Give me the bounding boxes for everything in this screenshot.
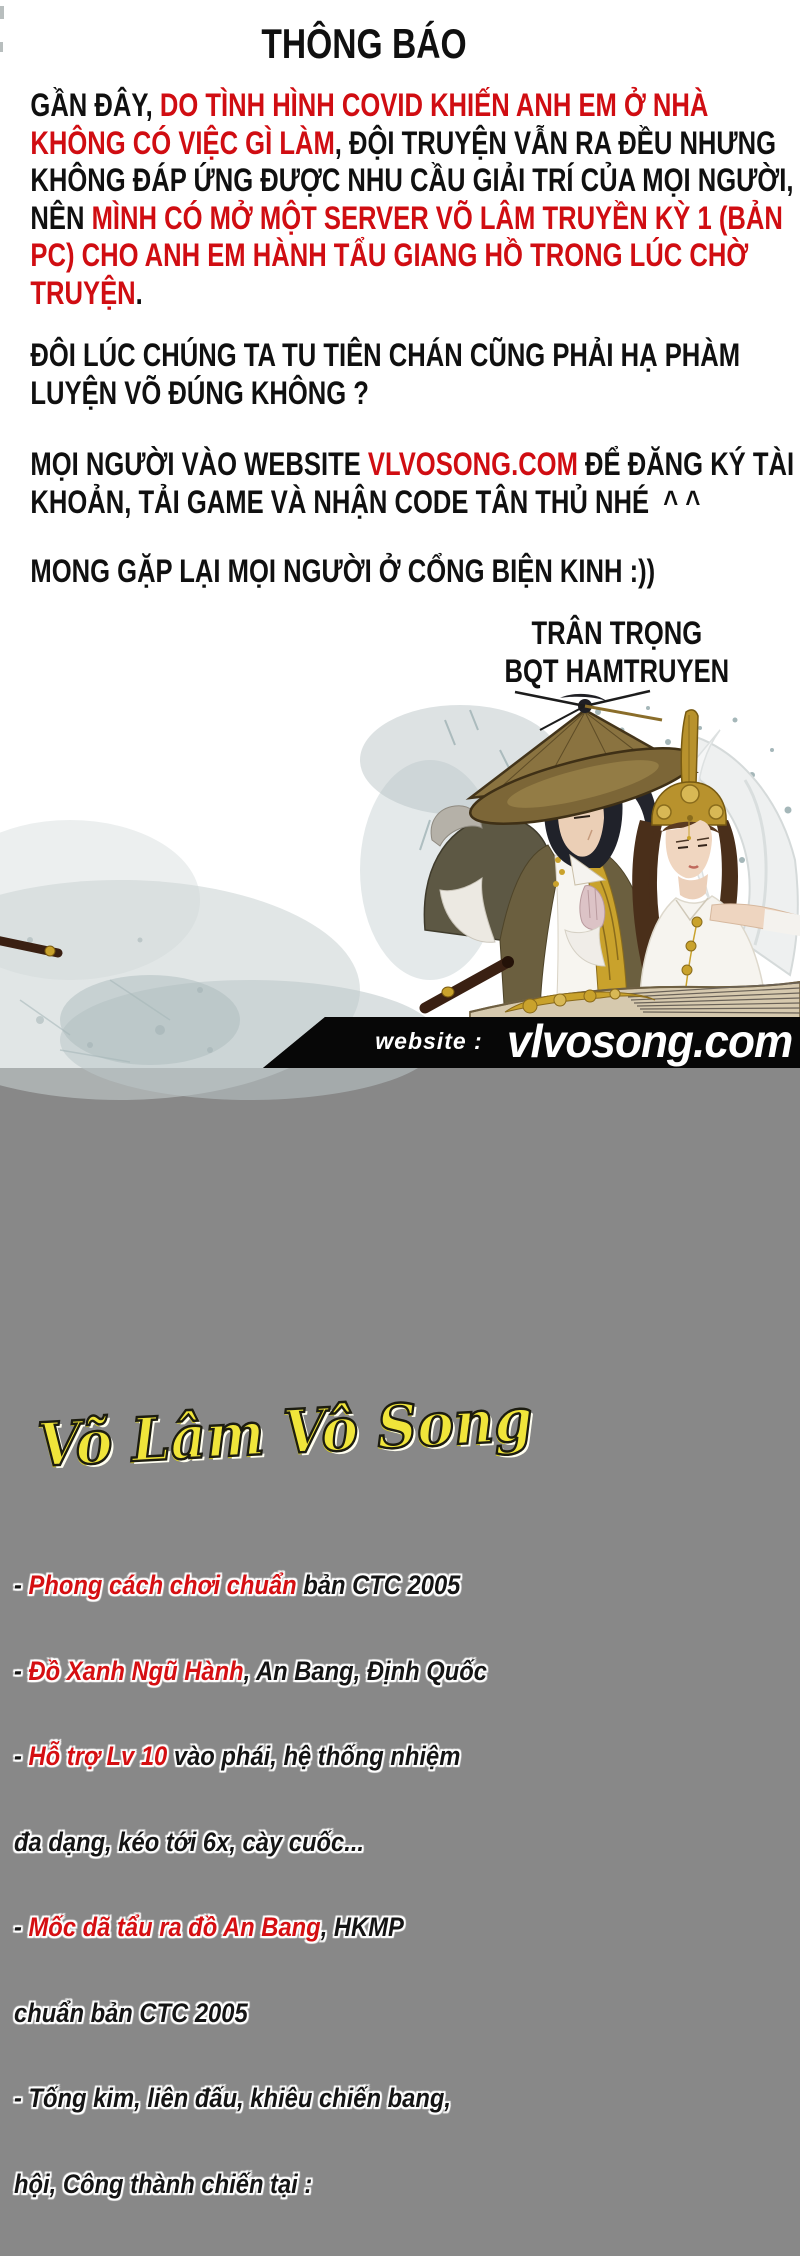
- text-segment: , ĐỘI TRUYỆN VẪN RA ĐỀU NHƯNG: [334, 124, 777, 161]
- artwork-illustration: [0, 690, 800, 1068]
- feature-line: [14, 1571, 507, 1600]
- text-segment: -: [14, 1741, 29, 1771]
- game-artwork: [0, 690, 800, 2199]
- text-segment: đa dạng, kéo tới 6x, cày cuốc...: [14, 1826, 365, 1857]
- text-segment: - Tống kim, liên đấu, khiêu chiến bang,: [14, 2083, 451, 2113]
- notice-line: [30, 87, 784, 125]
- notice-line: [30, 125, 784, 163]
- text-segment: , An Bang, Định Quốc: [243, 1655, 487, 1686]
- website-banner[interactable]: [370, 1016, 796, 1066]
- feature-line: [14, 1913, 507, 1942]
- text-segment: PC) CHO ANH EM HÀNH TẨU GIANG HỒ TRONG LÚC CHỜ: [30, 237, 749, 273]
- notice-text-block: [0, 0, 800, 700]
- game-logo: Võ Lâm Vô Song: [35, 1385, 535, 1481]
- notice-line: [30, 162, 794, 200]
- paragraph-farewell: [30, 553, 784, 591]
- text-segment: Hỗ trợ Lv 10: [28, 1741, 168, 1771]
- feature-line: [14, 1742, 507, 1771]
- text-segment: DO TÌNH HÌNH COVID KHIẾN ANH EM Ở NHÀ: [159, 87, 709, 123]
- text-segment: hội, Công thành chiến tại :: [14, 2168, 313, 2199]
- feature-line: [14, 1657, 507, 1686]
- paragraph-covid-intro: [30, 87, 794, 312]
- text-segment: , HKMP: [320, 1912, 404, 1942]
- text-segment: NÊN: [30, 199, 92, 236]
- text-segment: vào phái, hệ thống nhiệm: [167, 1741, 461, 1771]
- text-segment: KHÔNG CÓ VIỆC GÌ LÀM: [30, 124, 335, 161]
- text-segment: -: [14, 1570, 29, 1600]
- notice-line: [30, 275, 784, 313]
- feature-line: [14, 2084, 507, 2113]
- text-segment: TRUYỆN: [30, 274, 136, 311]
- feature-line: [14, 1999, 507, 2028]
- text-segment: bản CTC 2005: [296, 1570, 461, 1600]
- text-segment: KHÔNG ĐÁP ỨNG ĐƯỢC NHU CẦU GIẢI TRÍ CỦA MỌI NGƯỜI,: [30, 162, 794, 198]
- text-segment: Mốc dã tẩu ra đồ An Bang: [28, 1912, 321, 1942]
- signoff-team: BQT HAMTRUYEN: [504, 653, 730, 689]
- notice-line: [30, 200, 784, 238]
- notice-line: LUYỆN VÕ ĐÚNG KHÔNG ?: [30, 374, 369, 411]
- text-segment: chuẩn bản CTC 2005: [14, 1997, 248, 2028]
- notice-line: ĐÔI LÚC CHÚNG TA TU TIÊN CHÁN CŨNG PHẢI HẠ PHÀM: [30, 337, 741, 373]
- signoff: [457, 614, 777, 690]
- notice-line: [30, 237, 784, 275]
- text-segment: -: [14, 1655, 29, 1686]
- feature-list: [14, 1514, 507, 2255]
- website-label: website :: [375, 1027, 483, 1054]
- notice-line: MONG GẶP LẠI MỌI NGƯỜI Ở CỔNG BIỆN KINH :)): [30, 553, 656, 589]
- website-link-text[interactable]: VLVOSONG.COM: [367, 446, 578, 482]
- paragraph-joke: [30, 337, 784, 412]
- text-segment: KHOẢN, TẢI GAME VÀ NHẬN CODE TÂN THỦ NHÉ ^ ^: [30, 483, 701, 520]
- text-segment: MÌNH CÓ MỞ MỘT SERVER VÕ LÂM TRUYỀN KỲ 1 (BẢN: [91, 199, 783, 236]
- text-segment: Đồ Xanh Ngũ Hành: [28, 1655, 244, 1686]
- notice-line: [30, 484, 784, 522]
- feature-line: [14, 2170, 507, 2199]
- feature-line: [14, 1828, 507, 1857]
- text-segment: ĐỂ ĐĂNG KÝ TÀI: [577, 446, 795, 482]
- text-segment: -: [14, 1912, 29, 1942]
- paragraph-website: [30, 446, 795, 521]
- website-domain[interactable]: vlvosong.com: [506, 1015, 792, 1067]
- text-segment: MỌI NGƯỜI VÀO WEBSITE: [30, 446, 368, 482]
- signoff-regards: TRÂN TRỌNG: [531, 615, 703, 651]
- text-segment: .: [135, 274, 143, 311]
- text-segment: Phong cách chơi chuẩn: [28, 1570, 297, 1600]
- notice-line: [30, 446, 795, 484]
- text-segment: GẦN ĐÂY,: [30, 87, 160, 123]
- page-title: THÔNG BÁO: [261, 20, 467, 67]
